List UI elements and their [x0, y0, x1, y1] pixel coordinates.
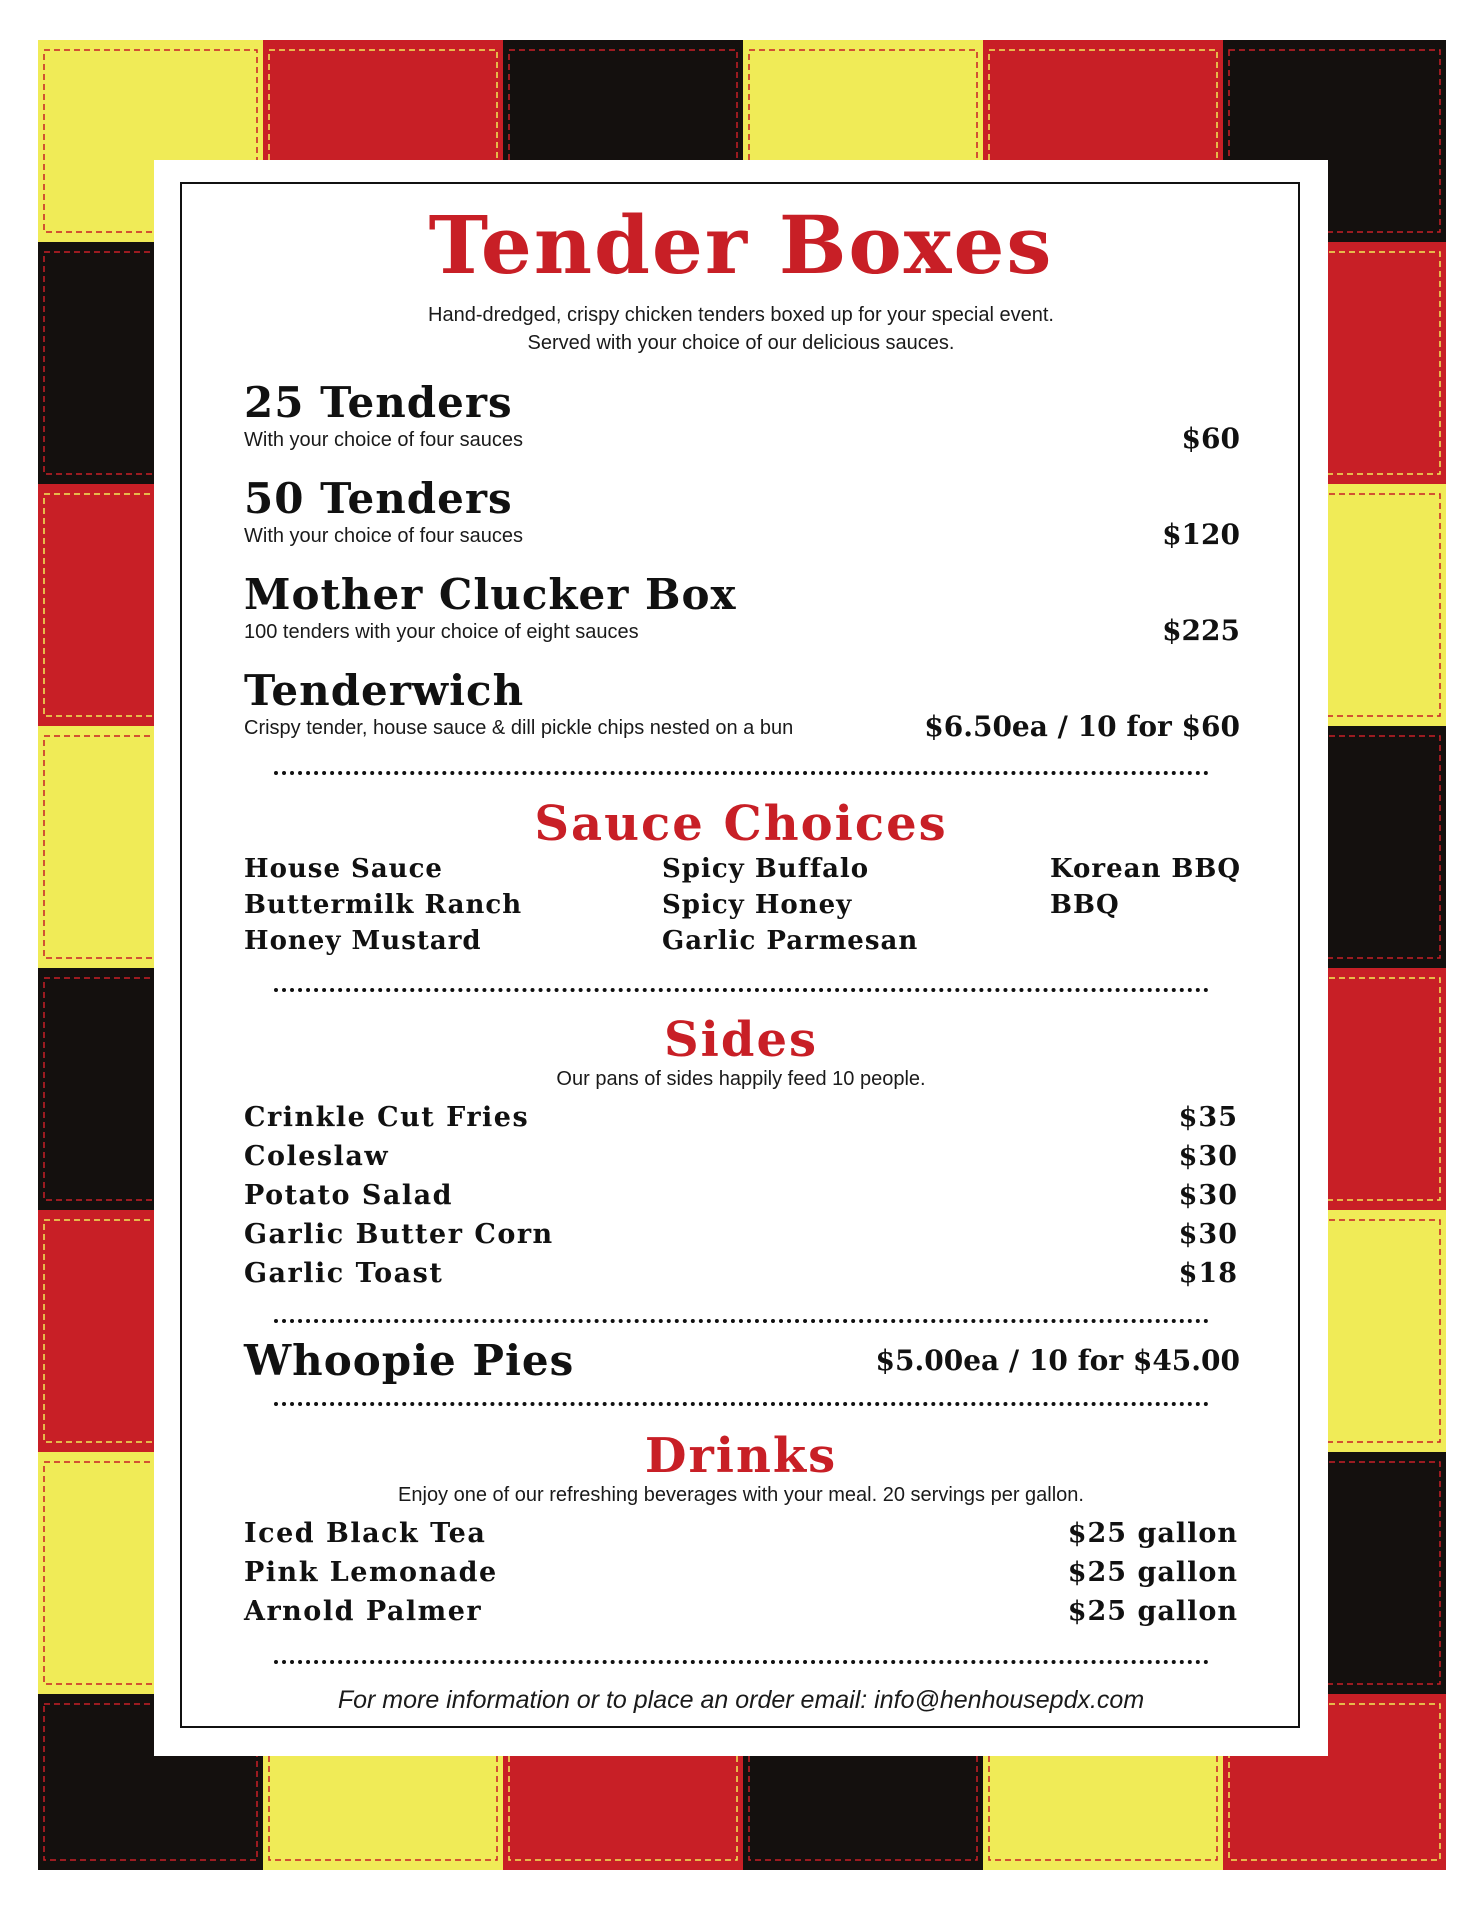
- side-item-name: Potato Salad: [244, 1180, 454, 1211]
- side-item-price: $18: [1178, 1258, 1238, 1289]
- drink-item-price: $25 gallon: [1067, 1596, 1238, 1627]
- dotted-divider: [274, 1319, 1209, 1323]
- sides-subtitle: Our pans of sides happily feed 10 people.: [556, 1068, 926, 1090]
- box-desc-mother-clucker: 100 tenders with your choice of eight sauces: [244, 621, 639, 643]
- sauce-item: Buttermilk Ranch: [244, 890, 523, 920]
- side-item-name: Crinkle Cut Fries: [244, 1102, 530, 1133]
- menu-panel: [154, 160, 1328, 1756]
- sauce-item: BBQ: [1050, 890, 1120, 920]
- side-item-name: Garlic Butter Corn: [244, 1219, 554, 1250]
- box-name-mother-clucker: Mother Clucker Box: [244, 570, 737, 619]
- drinks-section-title: Drinks: [644, 1428, 838, 1484]
- drink-item-name: Arnold Palmer: [244, 1596, 483, 1627]
- dotted-divider: [274, 988, 1209, 992]
- footer-contact: For more information or to place an order email: info@henhousepdx.com: [337, 1686, 1145, 1714]
- sauce-item: Spicy Buffalo: [662, 854, 870, 884]
- drink-item-price: $25 gallon: [1067, 1557, 1238, 1588]
- dotted-divider: [274, 771, 1209, 775]
- drink-item-name: Iced Black Tea: [244, 1518, 487, 1549]
- whoopie-pies-name: Whoopie Pies: [244, 1336, 575, 1385]
- drinks-subtitle: Enjoy one of our refreshing beverages with your meal. 20 servings per gallon.: [398, 1484, 1084, 1506]
- box-desc-25-tenders: With your choice of four sauces: [244, 429, 524, 451]
- drink-item-name: Pink Lemonade: [244, 1557, 498, 1588]
- sauce-item: Garlic Parmesan: [662, 926, 919, 956]
- sauce-item: House Sauce: [244, 854, 443, 884]
- page-title: Tender Boxes: [428, 198, 1054, 292]
- side-item-price: $35: [1178, 1102, 1238, 1133]
- box-price-50-tenders: $120: [1162, 518, 1240, 551]
- box-price-25-tenders: $60: [1181, 422, 1240, 455]
- subtitle-line-1: Hand-dredged, crispy chicken tenders boxed up for your special event.: [428, 304, 1054, 326]
- side-item-name: Garlic Toast: [244, 1258, 444, 1289]
- side-item-price: $30: [1178, 1141, 1238, 1172]
- whoopie-pies-price: $5.00ea / 10 for $45.00: [875, 1344, 1240, 1377]
- box-name-50-tenders: 50 Tenders: [244, 474, 513, 523]
- side-item-name: Coleslaw: [244, 1141, 390, 1172]
- sauce-item: Korean BBQ: [1050, 854, 1242, 884]
- dotted-divider: [274, 1402, 1209, 1406]
- sauce-item: Spicy Honey: [662, 890, 853, 920]
- box-name-25-tenders: 25 Tenders: [244, 378, 513, 427]
- side-item-price: $30: [1178, 1180, 1238, 1211]
- side-item-price: $30: [1178, 1219, 1238, 1250]
- dotted-divider: [274, 1660, 1209, 1664]
- sides-section-title: Sides: [663, 1012, 819, 1068]
- drink-item-price: $25 gallon: [1067, 1518, 1238, 1549]
- sauce-item: Honey Mustard: [244, 926, 482, 956]
- box-desc-tenderwich: Crispy tender, house sauce & dill pickle chips nested on a bun: [244, 717, 794, 739]
- sauce-section-title: Sauce Choices: [534, 796, 948, 852]
- subtitle-line-2: Served with your choice of our delicious sauces.: [527, 332, 955, 354]
- box-desc-50-tenders: With your choice of four sauces: [244, 525, 524, 547]
- box-name-tenderwich: Tenderwich: [244, 666, 525, 715]
- box-price-tenderwich: $6.50ea / 10 for $60: [924, 710, 1240, 743]
- box-price-mother-clucker: $225: [1162, 614, 1240, 647]
